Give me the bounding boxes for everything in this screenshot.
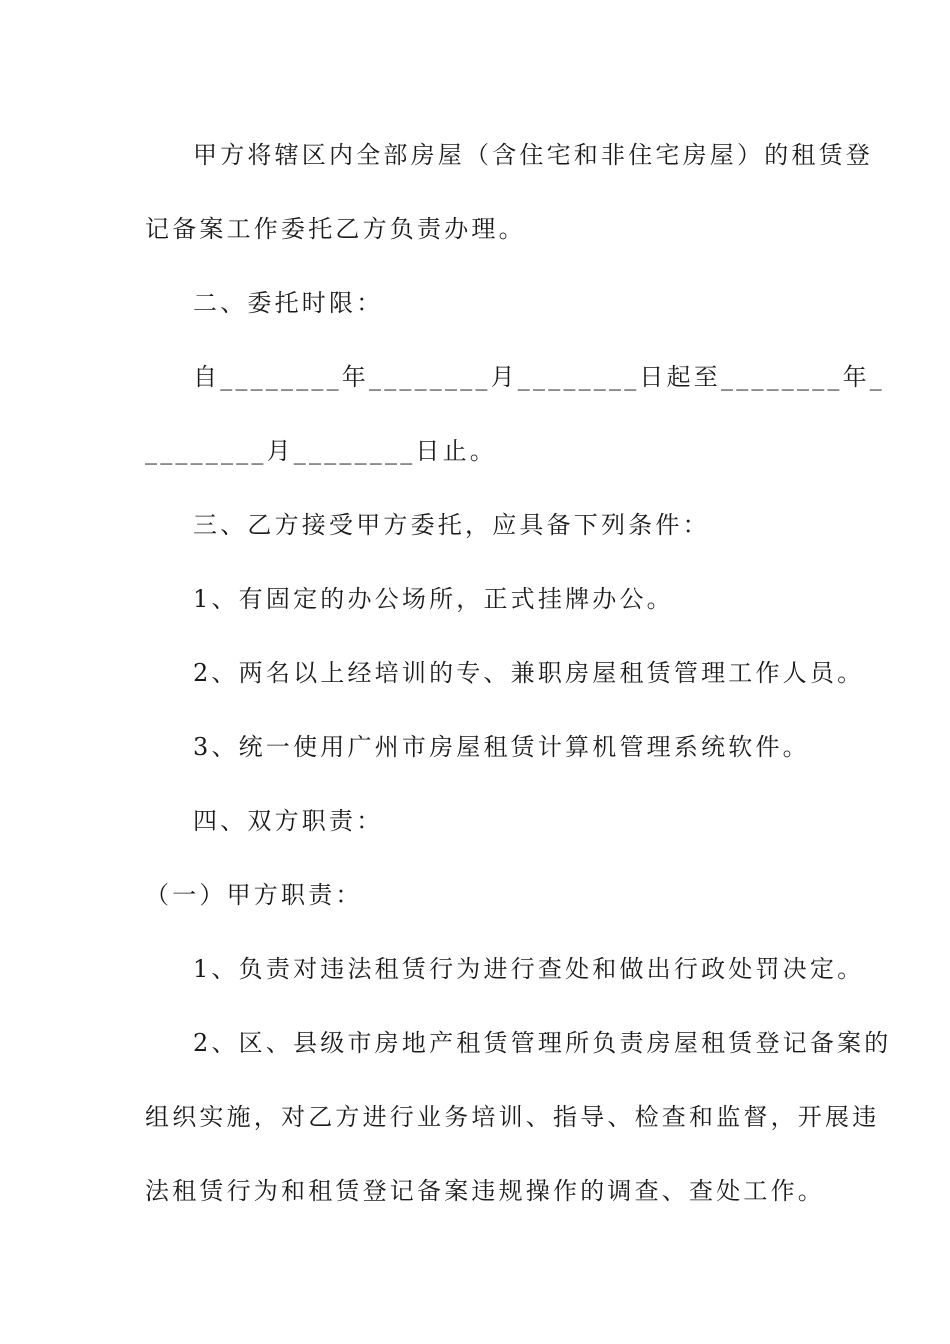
duty-item-2-line-1: 2、区、县级市房地产租赁管理所负责房屋租赁登记备案的 — [193, 1029, 892, 1057]
condition-item-2: 2、两名以上经培训的专、兼职房屋租赁管理工作人员。 — [193, 659, 865, 687]
duty-item-2-line-3: 法租赁行为和租赁登记备案违规操作的调查、查处工作。 — [145, 1177, 825, 1205]
duty-item-1: 1、负责对违法租赁行为进行查处和做出行政处罚决定。 — [193, 955, 865, 983]
paragraph-line-2: 记备案工作委托乙方负责办理。 — [145, 215, 526, 243]
section-heading-conditions: 三、乙方接受甲方委托，应具备下列条件： — [193, 511, 710, 539]
subsection-heading-party-a: （一）甲方职责： — [145, 881, 363, 909]
date-range-line-1: 自________年________月________日起至________年_ — [193, 363, 885, 391]
duty-item-2-line-2: 组织实施，对乙方进行业务培训、指导、检查和监督，开展违 — [145, 1103, 880, 1131]
section-heading-term: 二、委托时限： — [193, 289, 384, 317]
paragraph-line-1: 甲方将辖区内全部房屋（含住宅和非住宅房屋）的租赁登 — [193, 141, 873, 169]
condition-item-3: 3、统一使用广州市房屋租赁计算机管理系统软件。 — [193, 733, 810, 761]
condition-item-1: 1、有固定的办公场所，正式挂牌办公。 — [193, 585, 674, 613]
date-range-line-2: ________月________日止。 — [145, 437, 497, 465]
section-heading-duties: 四、双方职责： — [193, 807, 384, 835]
